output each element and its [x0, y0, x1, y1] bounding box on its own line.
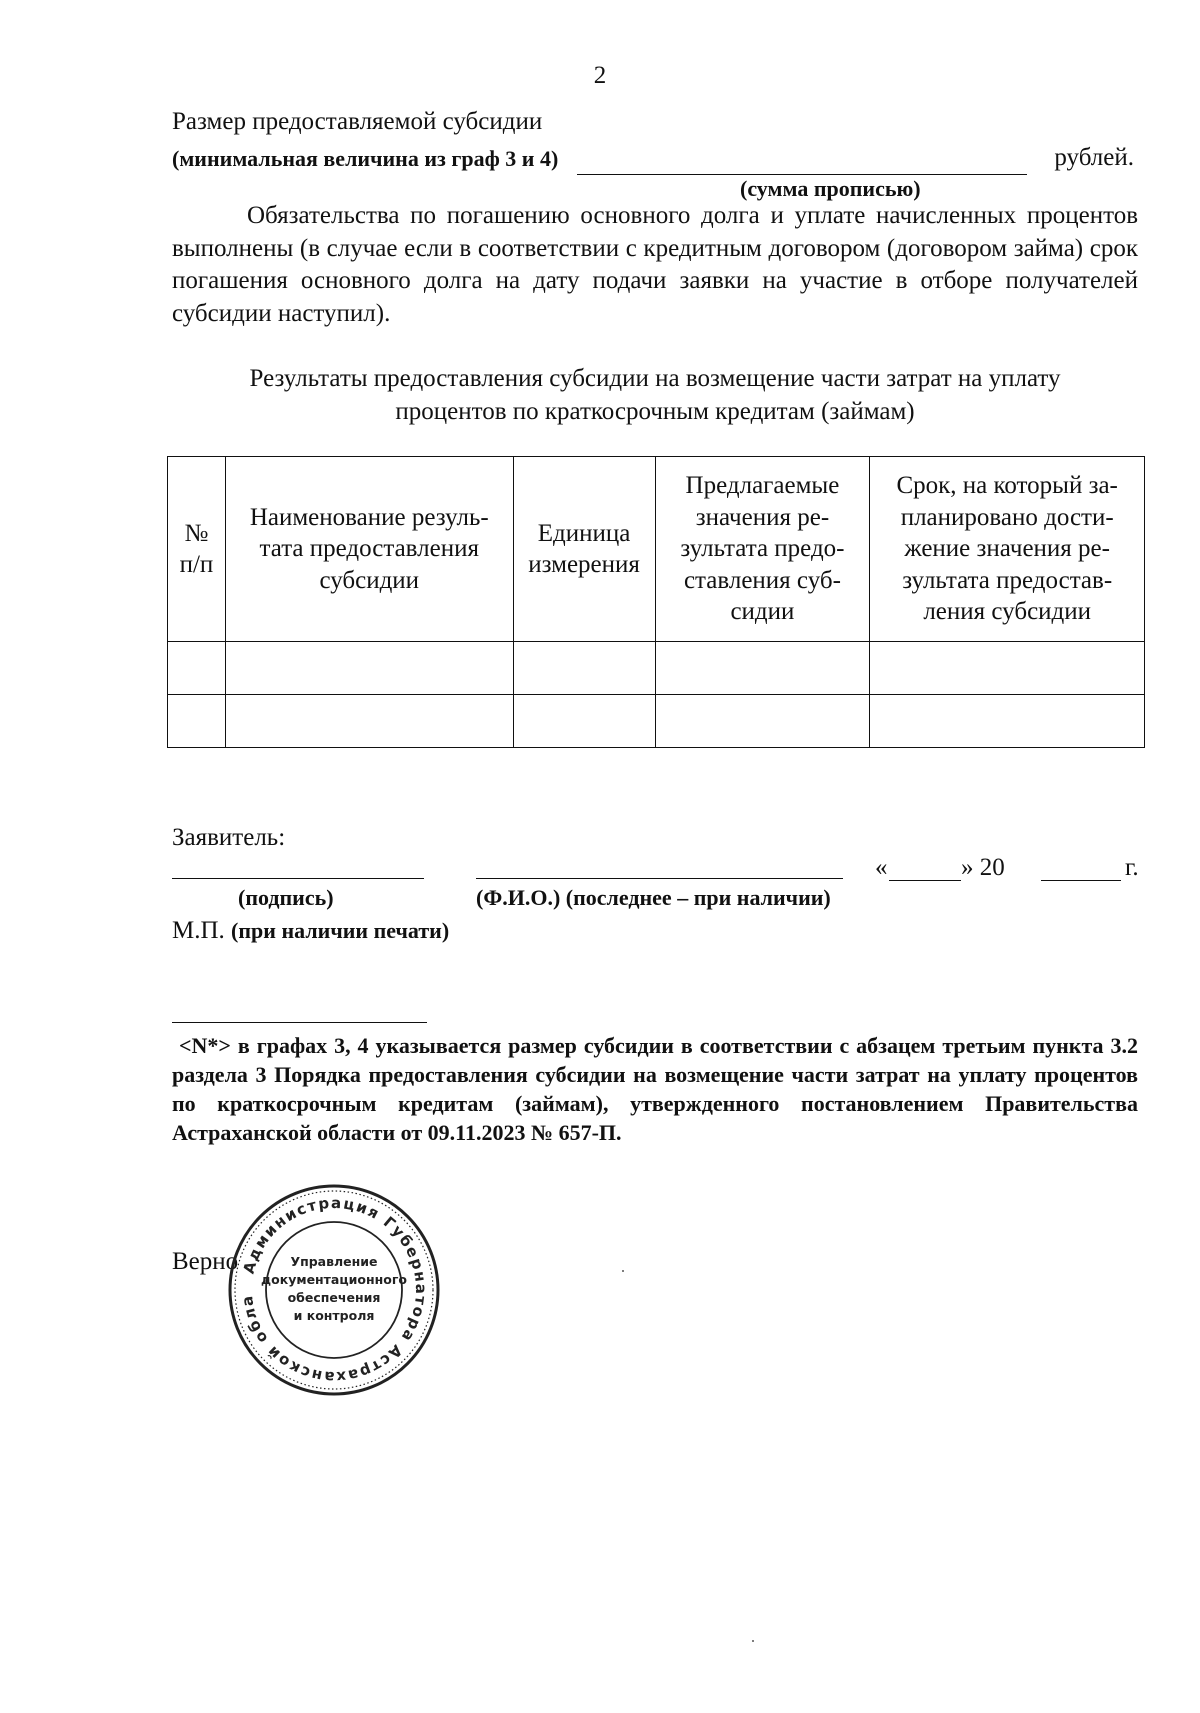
table-cell	[870, 695, 1145, 748]
signature-caption: (подпись)	[238, 885, 334, 910]
date-close-quote-year: » 20	[961, 854, 1005, 881]
obligations-paragraph: Обязательства по погашению основного долга и уплате начисленных процентов выполнены (в случае если в соответствии с кредитным договором (договором займа) срок погашения основного долга на дату подачи заявки на участие в отборе получателей субсидии наступил).	[172, 202, 1138, 327]
svg-text:Администрация Губернатора Астр: Администрация Губернатора Астраханской обла	[237, 1193, 431, 1387]
column-header-unit: Единица измерения	[513, 457, 655, 642]
amount-blank-line	[577, 174, 1027, 175]
table-cell	[655, 642, 870, 695]
subsidy-size-title: Размер предоставляемой субсидии	[172, 108, 543, 135]
column-header-number: № п/п	[168, 457, 226, 642]
certification-label: Верно	[172, 1248, 239, 1275]
table-cell	[168, 695, 226, 748]
results-table-header-row	[168, 457, 1145, 642]
scan-speck	[622, 1270, 624, 1272]
subsidy-size-row	[172, 146, 1134, 178]
results-title-line-2: процентов по краткосрочным кредитам (займам)	[395, 398, 915, 425]
date-day-blank	[889, 880, 961, 881]
table-cell	[513, 642, 655, 695]
svg-text:документационного: документационного	[261, 1272, 407, 1287]
footnote-divider	[172, 1022, 427, 1023]
full-name-line	[476, 878, 843, 879]
results-title-line-1: Результаты предоставления субсидии на возмещение части затрат на уплату	[249, 365, 1061, 392]
table-row	[168, 642, 1145, 695]
svg-text:обеспечения: обеспечения	[287, 1290, 381, 1305]
date-open-quote: «	[875, 854, 888, 881]
table-cell	[225, 642, 513, 695]
footnote-text: <N*> в графах 3, 4 указывается размер субсидии в соответствии с абзацем третьим пункта 3.2 раздела 3 Порядка предоставления субсидии на возмещение части затрат на уплату процентов по краткосрочным кредитам (займам), утвержденного постановлением Правительства Астраханской области от 09.11.2023 № 657-П.	[172, 1033, 1138, 1145]
signature-line	[172, 878, 424, 879]
table-cell	[513, 695, 655, 748]
column-header-deadline: Срок, на который за-планировано дости-жение значения ре-зультата предостав-ления субсидии	[870, 457, 1145, 642]
svg-text:и контроля: и контроля	[293, 1308, 375, 1323]
table-cell	[225, 695, 513, 748]
scan-speck	[752, 1640, 754, 1642]
seal-note: (при наличии печати)	[231, 918, 450, 943]
applicant-label: Заявитель:	[172, 824, 286, 851]
subsidy-size-note: (минимальная величина из граф 3 и 4)	[172, 146, 559, 171]
column-header-proposed-values: Предлагаемые значения ре-зультата предо-ставления суб-сидии	[655, 457, 870, 642]
results-table	[167, 456, 1145, 748]
table-cell	[168, 642, 226, 695]
table-cell	[655, 695, 870, 748]
date-year-suffix: г.	[1125, 854, 1139, 881]
currency-unit: рублей.	[1054, 144, 1134, 171]
seal-label: М.П.	[172, 917, 225, 944]
results-title	[172, 362, 1138, 428]
official-stamp	[226, 1182, 442, 1398]
full-name-caption: (Ф.И.О.) (последнее – при наличии)	[476, 885, 831, 910]
stamp-seal-graphic	[226, 1182, 442, 1398]
table-row	[168, 695, 1145, 748]
seal-line	[172, 917, 449, 945]
table-cell	[870, 642, 1145, 695]
column-header-result-name: Наименование резуль-тата предоставления субсидии	[225, 457, 513, 642]
date-year-blank	[1041, 880, 1121, 881]
date-field	[875, 854, 1140, 884]
svg-text:Управление: Управление	[290, 1254, 378, 1269]
page-number: 2	[593, 62, 607, 89]
amount-in-words-hint: (сумма прописью)	[740, 176, 921, 201]
